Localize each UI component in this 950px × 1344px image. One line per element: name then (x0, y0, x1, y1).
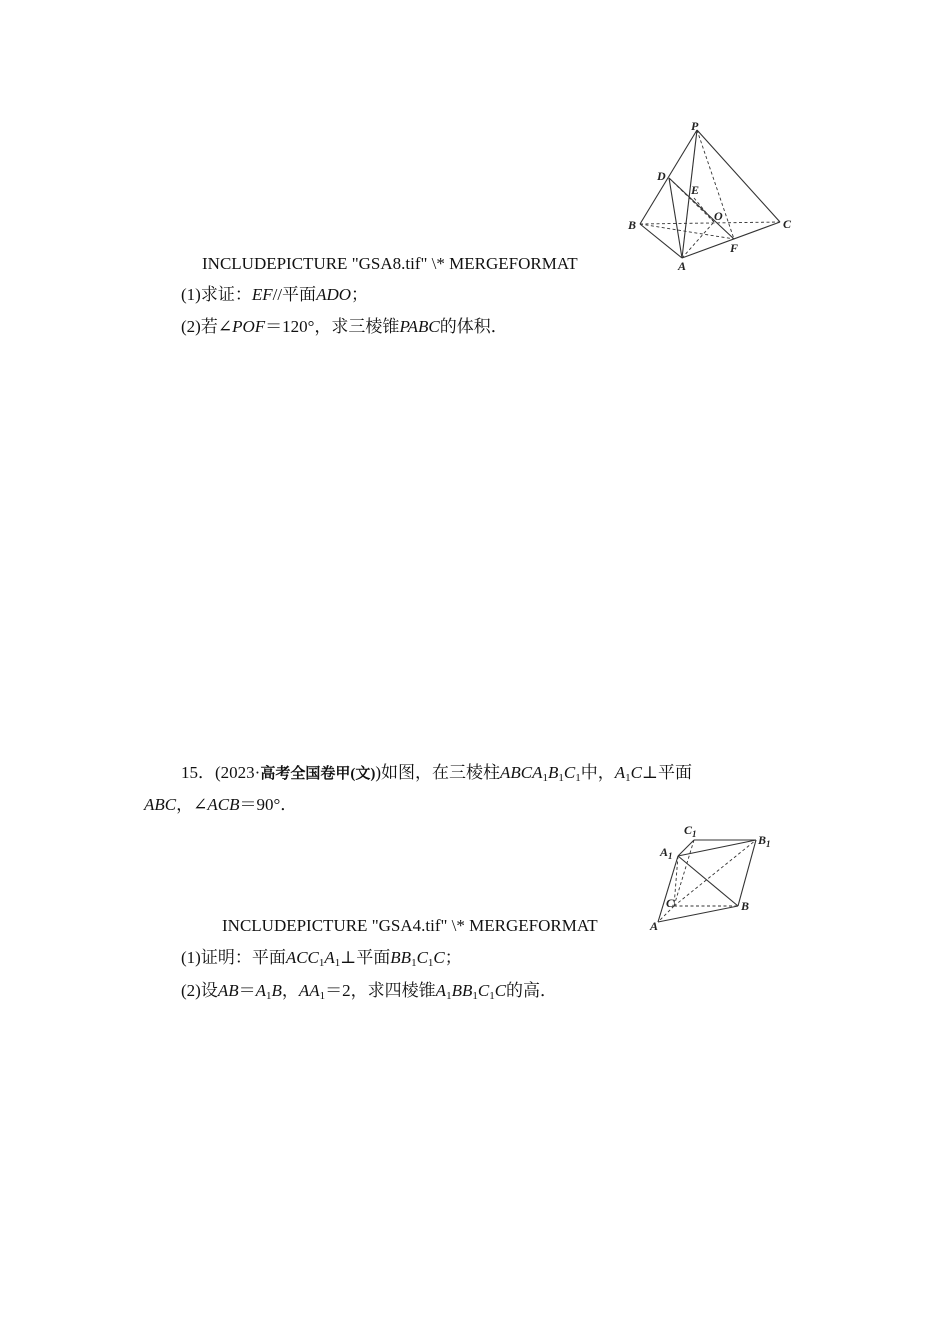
segment-EO (694, 198, 714, 222)
label-D: D (657, 169, 666, 183)
include-field-gsa8: INCLUDEPICTURE "GSA8.tif" \* MERGEFORMAT (202, 254, 578, 273)
label-B: B (628, 218, 637, 232)
problem14-question2: (2)若∠POF＝120°，求三棱锥PABC的体积． (181, 317, 508, 336)
edge-PB (640, 130, 700, 224)
problem15-stem-line1: 15．(2023·高考全国卷甲(文))如图，在三棱柱$ABCA_1B_1C_1$中，$A_1C\perp$平面 (181, 763, 692, 784)
tetrahedron-figure (622, 118, 822, 278)
label-B1: $B_1$ (758, 833, 771, 849)
include-field-gsa4: INCLUDEPICTURE "GSA4.tif" \* MERGEFORMAT (222, 916, 598, 935)
problem15-question1: (1)证明：平面$ACC_1A_1\perp$平面$BB_1C_1C$； (181, 948, 462, 969)
segment-DA (669, 178, 682, 258)
edge-BC (640, 222, 780, 224)
problem14-question1: (1)求证：EF//平面ADO； (181, 285, 369, 304)
label-P: P (691, 119, 699, 133)
label-C: C (783, 217, 792, 231)
edge-B1B (738, 840, 756, 906)
problem15-question2: (2)设$AB=A_1B$，$AA_1=2$，求四棱锥$A_1BB_1C_1C$的高． (181, 981, 558, 1002)
source-tag: 高考全国卷甲(文) (260, 766, 376, 782)
segment-CB1 (674, 840, 756, 906)
edge-PC (697, 130, 780, 222)
label-O: O (714, 209, 723, 223)
edge-A1B1 (678, 840, 756, 856)
label-A1: $A_1$ (660, 845, 673, 861)
label-C: C (666, 896, 675, 910)
label-C1: $C_1$ (684, 823, 697, 839)
label-A: A (650, 919, 659, 933)
label-F: F (730, 241, 739, 255)
label-E: E (691, 183, 700, 197)
label-A: A (678, 259, 687, 273)
prism-figure (650, 822, 790, 932)
label-B: B (741, 899, 750, 913)
edge-BA (640, 224, 682, 258)
problem15-stem-line2: ABC，∠ACB＝90°． (144, 795, 298, 814)
